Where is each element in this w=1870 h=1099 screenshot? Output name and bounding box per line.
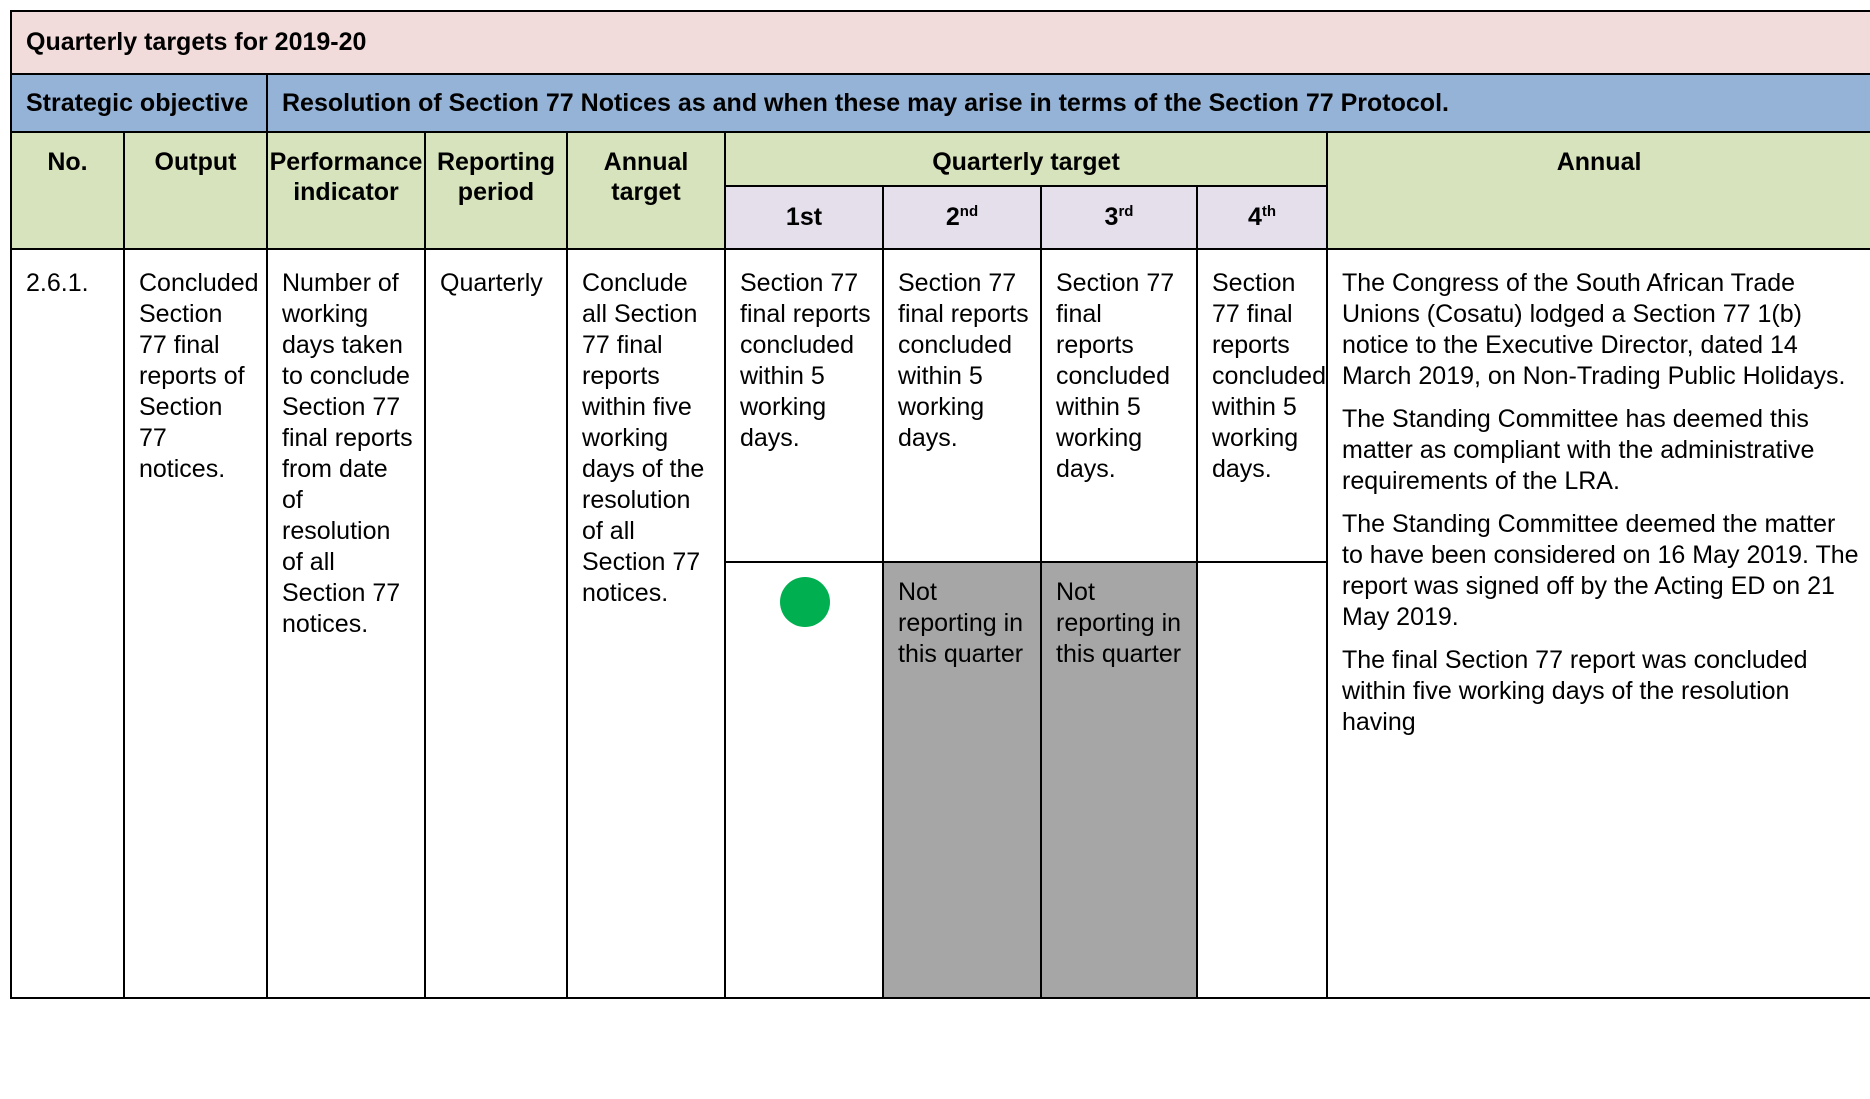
cell-q2-target: Section 77 final reports concluded within 5 working days. xyxy=(883,249,1041,562)
header-q2-number: 2 xyxy=(945,203,960,231)
header-reporting-period: Reporting period xyxy=(425,132,567,249)
header-q4 xyxy=(1197,186,1327,249)
header-q3-number: 3 xyxy=(1104,203,1119,231)
header-q4-number: 4 xyxy=(1247,203,1262,231)
header-output: Output xyxy=(124,132,267,249)
header-q2-suffix: nd xyxy=(959,203,979,220)
cell-q4-target: Section 77 final reports concluded within 5 working days. xyxy=(1197,249,1327,562)
cell-q3-target: Section 77 final reports concluded within 5 working days. xyxy=(1041,249,1197,562)
annual-note-3: The Standing Committee deemed the matter to have been considered on 16 May 2019. The report was signed off by the Acting ED on 21 May 2019. xyxy=(1342,510,1859,631)
strategic-objective-text: Resolution of Section 77 Notices as and when these may arise in terms of the Section 77 Protocol. xyxy=(267,74,1870,132)
table-title: Quarterly targets for 2019-20 xyxy=(11,11,1870,74)
cell-q1-status xyxy=(725,562,883,998)
cell-q2-status: Not reporting in this quarter xyxy=(883,562,1041,998)
strategic-objective-label: Strategic objective xyxy=(11,74,267,132)
cell-q4-status xyxy=(1197,562,1327,998)
header-q2 xyxy=(883,186,1041,249)
annual-note-2: The Standing Committee has deemed this matter as compliant with the administrative requirements of the LRA. xyxy=(1342,405,1815,495)
cell-reporting-period: Quarterly xyxy=(425,249,567,998)
quarterly-targets-table xyxy=(10,10,1870,999)
header-performance-indicator: Performance indicator xyxy=(267,132,425,249)
cell-annual-notes xyxy=(1327,249,1870,998)
cell-annual-target: Conclude all Section 77 final reports within five working days of the resolution of all Section 77 notices. xyxy=(567,249,725,998)
cell-q3-status: Not reporting in this quarter xyxy=(1041,562,1197,998)
header-annual: Annual xyxy=(1327,132,1870,249)
header-no: No. xyxy=(11,132,124,249)
header-q3-suffix: rd xyxy=(1118,203,1134,220)
annual-note-4: The final Section 77 report was concluded within five working days of the resolution having xyxy=(1342,646,1808,736)
annual-note-1: The Congress of the South African Trade Unions (Cosatu) lodged a Section 77 1(b) notice to the Executive Director, dated 14 March 2019, on Non-Trading Public Holidays. xyxy=(1342,269,1846,390)
cell-output: Concluded Section 77 final reports of Section 77 notices. xyxy=(124,249,267,998)
cell-performance-indicator: Number of working days taken to conclude Section 77 final reports from date of resolution of all Section 77 notices. xyxy=(267,249,425,998)
header-q3 xyxy=(1041,186,1197,249)
cell-no: 2.6.1. xyxy=(11,249,124,998)
header-q4-suffix: th xyxy=(1261,203,1277,220)
status-green-dot-icon xyxy=(780,577,830,627)
header-annual-target: Annual target xyxy=(567,132,725,249)
header-q1: 1st xyxy=(725,186,883,249)
cell-q1-target: Section 77 final reports concluded within 5 working days. xyxy=(725,249,883,562)
header-quarterly-target: Quarterly target xyxy=(725,132,1327,186)
